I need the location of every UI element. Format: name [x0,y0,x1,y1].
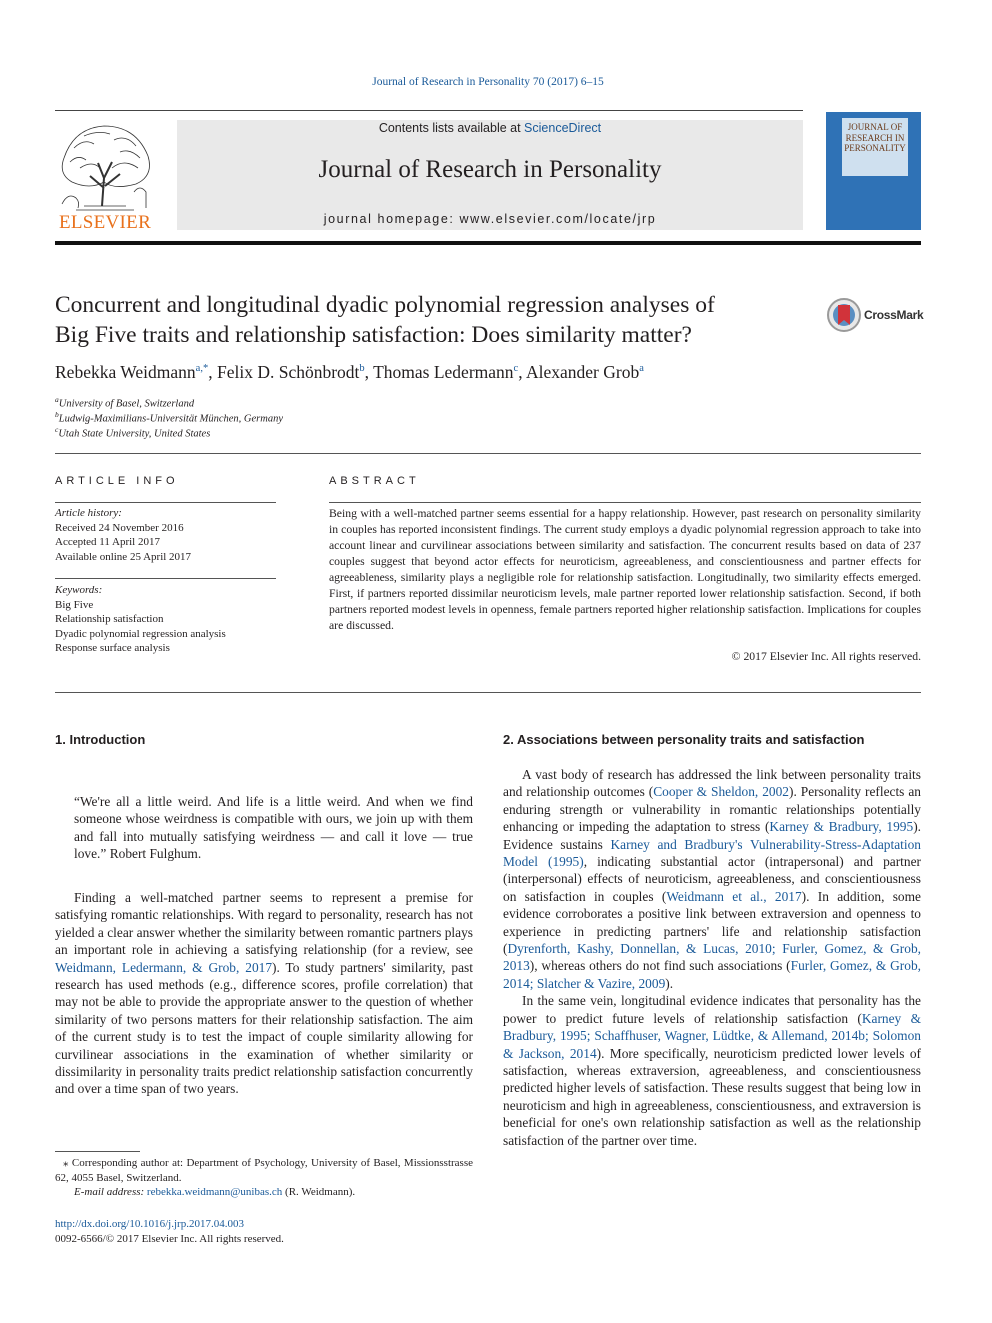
keyword: Dyadic polynomial regression analysis [55,627,226,640]
introduction-body [55,889,473,1098]
issn-line: 0092-6566/© 2017 Elsevier Inc. All rights reserved. [55,1232,284,1245]
article-title-line-2: Big Five traits and relationship satisfaction: Does similarity matter? [55,321,692,348]
header-thick-rule [55,241,921,245]
author-name: Felix D. Schönbrodt [216,362,360,382]
epigraph-quote: “We're all a little weird. And life is a little weird. And when we find someone whose weirdness is compatible with ours, we join up with them and fall into mutually satisfying weirdness — and call it love — true love.” Robert Fulghum. [74,794,473,862]
email-line: E-mail address: rebekka.weidmann@unibas.ch (R. Weidmann). [74,1186,356,1199]
divider [329,502,921,503]
keyword: Response surface analysis [55,642,170,654]
citation-link[interactable]: Dyrenforth, Kashy, Donnellan, & Lucas, 2010; Furler, Gomez, & Grob, 2013 [503,941,921,974]
citation-link[interactable]: Furler, Gomez, & Grob, 2014; Slatcher & Vazire, 2009 [503,958,921,991]
history-received: Received 24 November 2016 [55,521,184,534]
contents-prefix: Contents lists available at [378,121,525,135]
author-separator: , [208,362,217,382]
paragraph [503,766,921,992]
header-top-rule [55,110,803,111]
text-run: ). Personality reflects an enduring strength or vulnerability in romantic relationships potentially enhancing or impeding the adaptation to stress ( [503,784,921,835]
citation-link[interactable]: Weidmann, Ledermann, & Grob, 2017 [55,959,273,975]
section-heading-associations: 2. Associations between personality traits and satisfaction [503,732,865,747]
divider [55,692,921,693]
author-list [55,362,915,383]
journal-citation[interactable]: Journal of Research in Personality 70 (2017) 6–15 [372,76,604,88]
citation-link[interactable]: Weidmann et al., 2017 [666,888,802,904]
cover-title: JOURNAL OF RESEARCH IN PERSONALITY [844,122,906,153]
author-separator: , [518,362,526,382]
author-name: Alexander Grob [526,362,640,382]
divider [55,453,921,454]
keyword: Relationship satisfaction [55,613,164,625]
text-run: , indicating substantial actor (intrapersonal) and partner (interpersonal) effects of neuroticism, agreeableness, and conscientiousness on satisfaction in couples ( [503,854,922,904]
article-history [55,506,276,564]
text-run: ), whereas others do not find such associations ( [529,958,791,974]
journal-homepage[interactable]: journal homepage: www.elsevier.com/locate/jrp [323,212,657,226]
footnote [55,1156,473,1200]
abstract-text: Being with a well-matched partner seems essential for a happy relationship. However, past research on personality similarity in couples has reported inconsistent findings. The current study employs a dyadic polynomial regression approach to take into account linear and curvilinear associations between similarity and satisfaction. The concurrent results based on data of 237 couples suggest that beyond actor effects for neuroticism, agreeableness, and conscientiousness and partner effects for agreeableness, similarity plays a negligible role for relationship satisfaction. Longitudinally, two similarity effects emerged. First, if partners reported dissimilar neuroticism levels, male partner reported lower relationship satisfaction. Second, if both partners reported modest levels in openness, female partners reported higher relationship satisfaction. Implications for couples are discussed. [329,507,921,632]
article-title-line-1: Concurrent and longitudinal dyadic polynomial regression analyses of [55,292,715,318]
doi-link[interactable]: http://dx.doi.org/10.1016/j.jrp.2017.04.003 [55,1218,244,1230]
abstract-copyright: © 2017 Elsevier Inc. All rights reserved. [731,650,921,663]
section-heading-introduction: 1. Introduction [55,732,146,747]
keywords-block [55,583,276,656]
article-title [55,291,815,350]
author-name: Rebekka Weidmann [55,362,196,382]
author-affiliation-marker[interactable]: c [513,363,519,375]
contents-line [177,121,803,135]
citation-link[interactable]: Karney & Bradbury, 1995; Schaffhuser, Wagner, Lüdtke, & Allemand, 2014b; Solomon & Jackson, 2014 [503,1010,921,1061]
crossmark-badge[interactable] [826,297,926,333]
article-info-heading: ARTICLE INFO [55,475,179,487]
paragraph: Finding a well-matched partner seems to represent a premise for satisfying romantic relationships. With regard to personality, research has not yielded a clear answer whether the similarity between romantic partners plays an important role in achieving a satisfying relationship (for a review, see Weidmann, Ledermann, & Grob, 2017). To study partners' similarity, past research has used methods (e.g., difference scores, profile correlation) that may not be able to provide the appropriate answer to the question of whether similarity of two persons matters for their relationship satisfaction. The aim of the current study is to test the impact of couple similarity allowing for curvilinear associations in the examination of whether similarity or dissimilarity in personality traits predict relationship satisfaction concurrently and over a time span of two years. [55,890,473,1097]
citation-link[interactable]: Karney and Bradbury's Vulnerability-Stress-Adaptation Model (1995) [503,836,921,870]
author-separator: , [364,362,374,382]
author-name: Thomas Ledermann [373,362,514,382]
paragraph [503,992,921,1149]
keywords-label: Keywords: [55,584,103,596]
affiliation-b: $^b$Ludwig-Maximilians-Universität München, Germany [55,410,284,425]
keyword: Big Five [55,598,94,611]
text-run: ). More specifically, neuroticism predicted lower levels of satisfaction, whereas extraversion, agreeableness, and conscientiousness predicted higher levels of satisfaction. These results suggest that being low in neuroticism and high in agreeableness, conscientiousness, and extraversion is beneficial for one's own relationship satisfaction as well as the relationship satisfaction of the partner over time. [503,1045,921,1148]
text-run: ). [665,975,674,991]
corresponding-author-note: ⁎ Corresponding author at: Department of Psychology, University of Basel, Missionsstrasse 62, 4055 Basel, Switzerland. [55,1157,473,1184]
affiliation-a: $^a$University of Basel, Switzerland [55,395,195,410]
affiliation-c: $^c$Utah State University, United States [55,425,211,440]
journal-cover-thumbnail[interactable] [826,112,921,230]
elsevier-wordmark[interactable]: ELSEVIER [58,212,152,233]
divider [55,578,276,579]
associations-body [503,766,921,1149]
author-affiliation-marker[interactable]: b [359,363,365,375]
text-run: In the same vein, longitudinal evidence indicates that personality has the power to predict future levels of relationship satisfaction ( [503,993,921,1026]
divider [55,502,276,503]
doi-block [55,1217,284,1246]
email-link[interactable]: rebekka.weidmann@unibas.ch [146,1186,283,1199]
journal-title: Journal of Research in Personality [318,156,662,183]
author-affiliation-marker[interactable]: a [639,363,644,375]
text-run: ). In addition, some evidence corroborates a positive link between extraversion and openness to experience in predicting partners' life and relationship satisfaction ( [503,888,921,957]
crossmark-icon [826,297,862,333]
history-online: Available online 25 April 2017 [55,550,192,563]
history-accepted: Accepted 11 April 2017 [55,536,160,548]
history-label: Article history: [55,507,122,519]
author-affiliation-marker[interactable]: a,* [195,363,209,375]
abstract-heading: ABSTRACT [329,475,420,487]
crossmark-label: CrossMark [864,308,924,322]
text-run: A vast body of research has addressed the link between personality traits and relationship outcomes ( [503,767,921,800]
citation-link[interactable]: Cooper & Sheldon, 2002 [653,784,789,800]
sciencedirect-link[interactable]: ScienceDirect [524,121,602,135]
footnote-rule [55,1151,140,1152]
citation-link[interactable]: Karney & Bradbury, 1995 [769,819,914,835]
text-run: ). Evidence sustains [503,819,921,852]
